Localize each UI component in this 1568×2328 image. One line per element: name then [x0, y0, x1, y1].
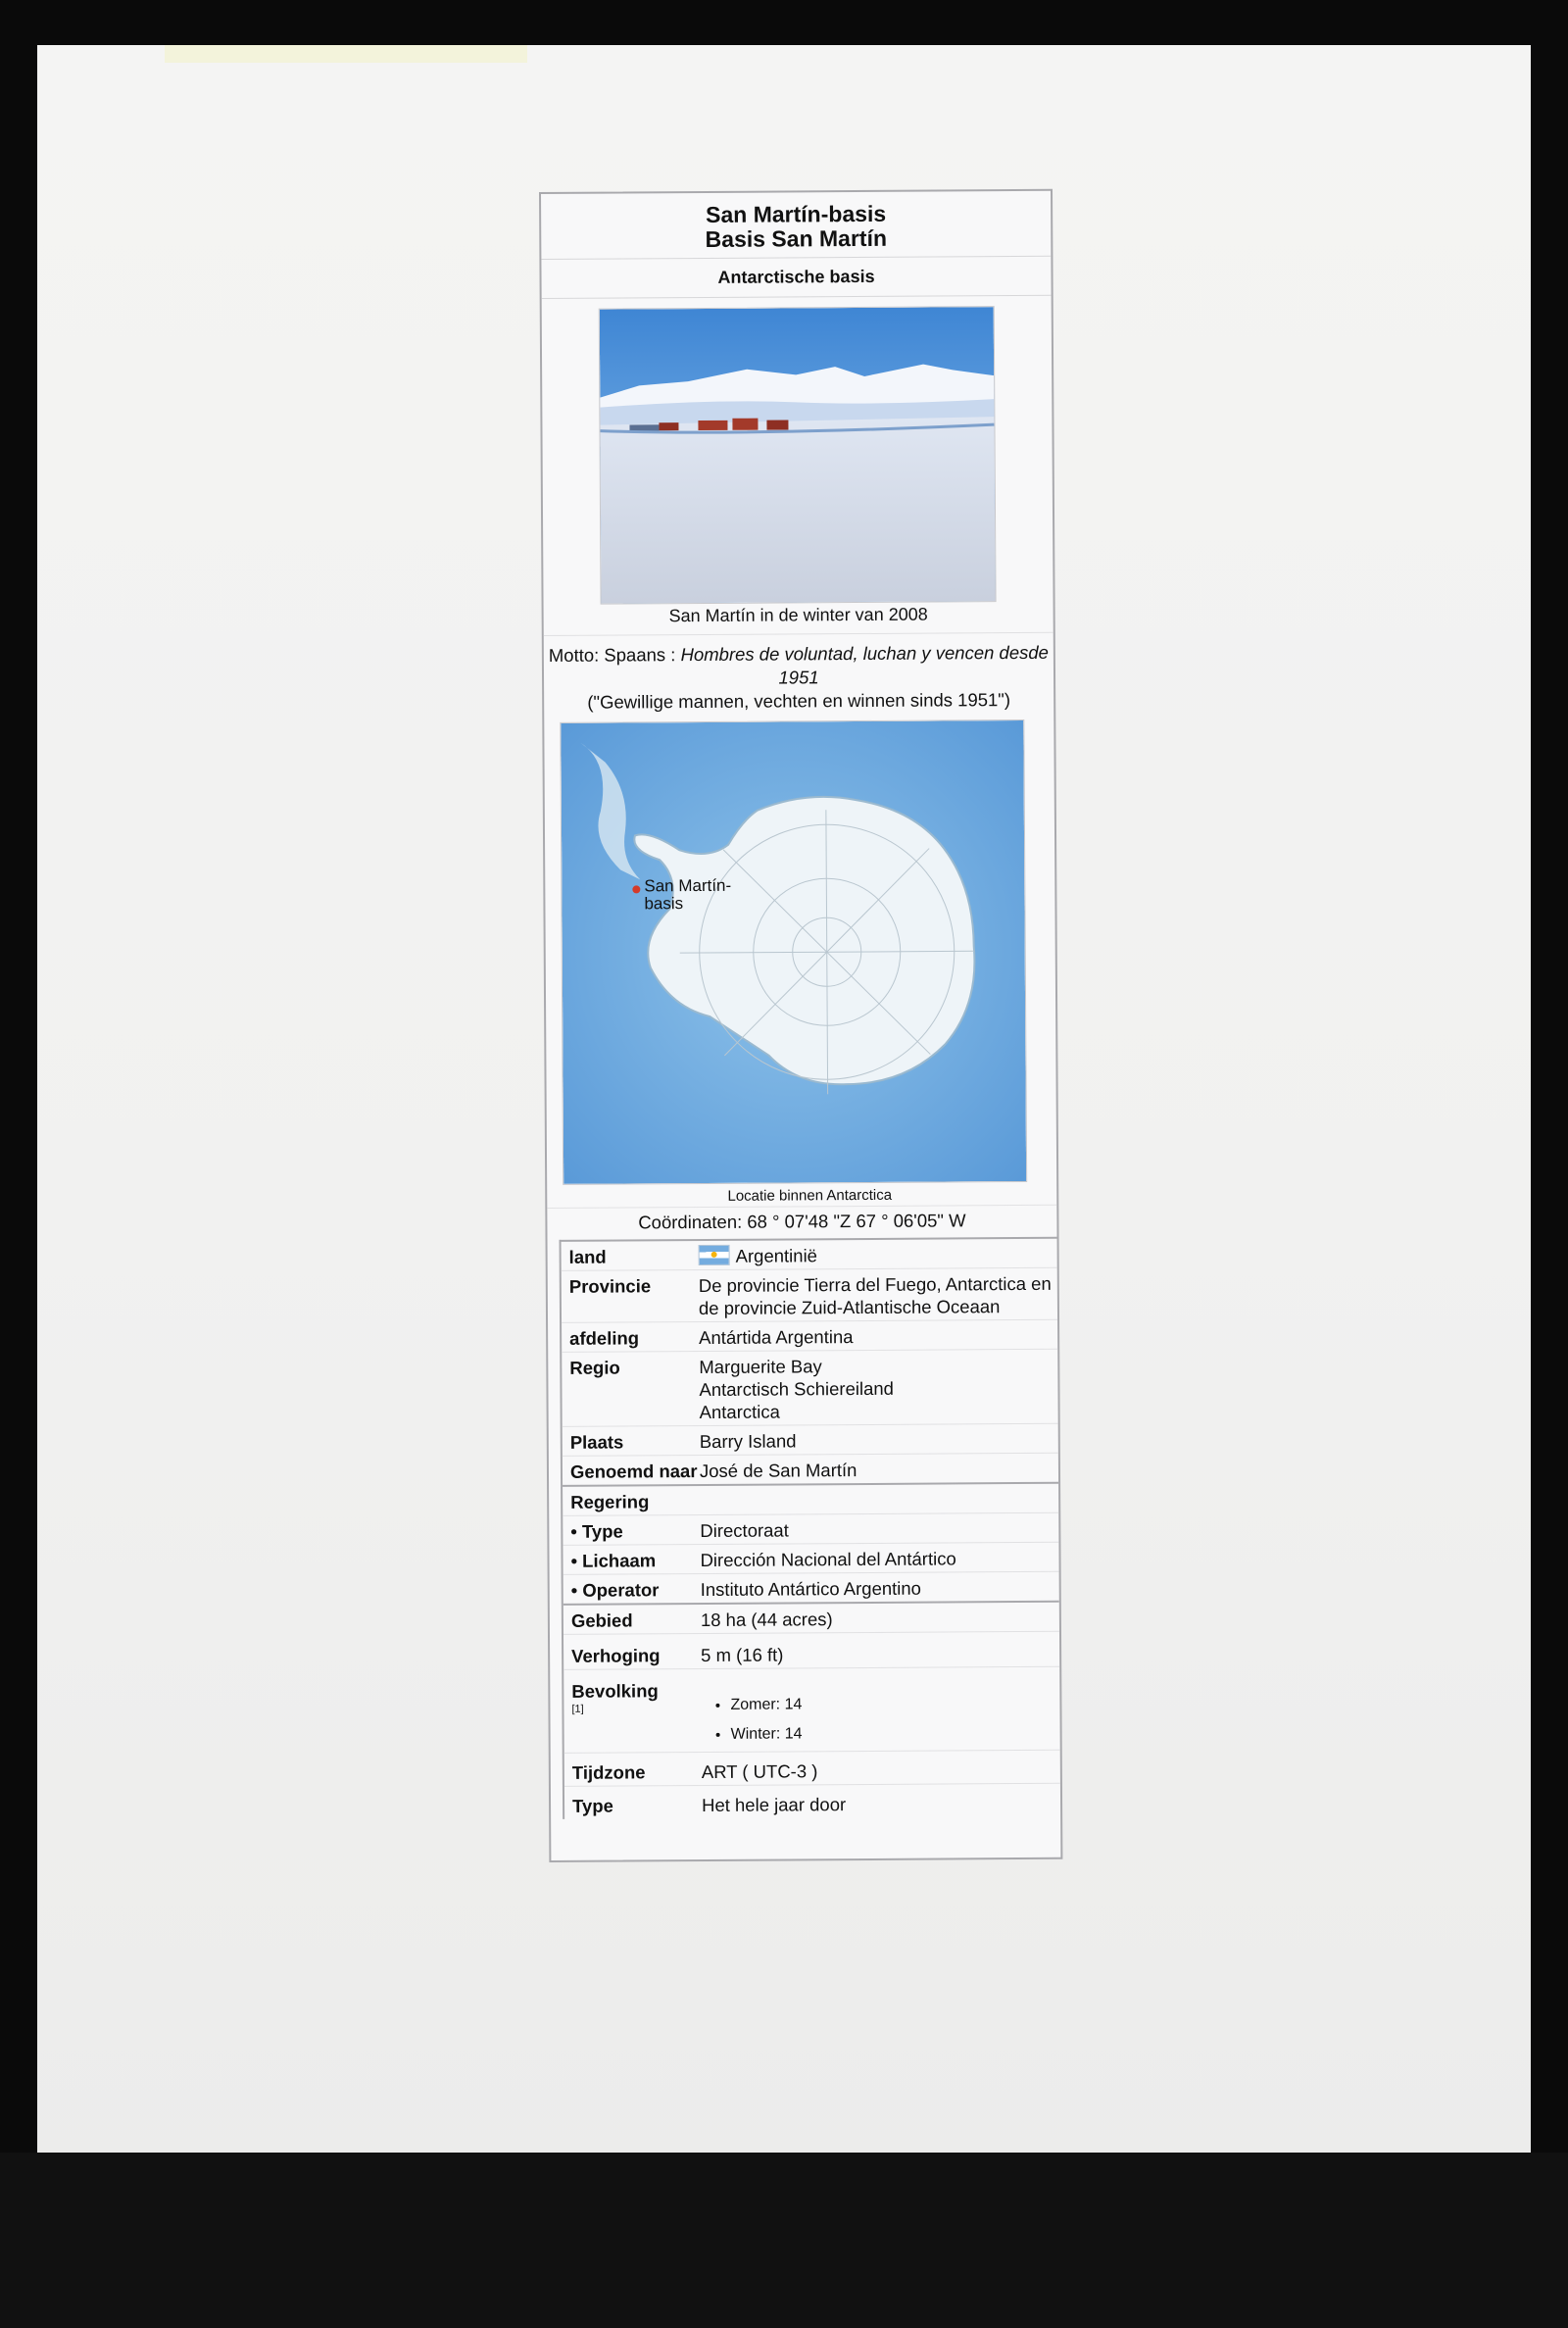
row-verhoging	[564, 1631, 1059, 1669]
value-regio-line3[interactable]: Antarctica	[699, 1401, 780, 1423]
value-type: Het hele jaar door	[701, 1794, 847, 1816]
row-tijdzone	[564, 1750, 1060, 1786]
value-genoemd[interactable]: José de San Martín	[699, 1460, 858, 1482]
value-type-gov: Directoraat	[700, 1519, 789, 1542]
title-line-2: Basis San Martín	[705, 224, 888, 252]
value-plaats[interactable]: Barry Island	[699, 1430, 797, 1453]
row-regering	[563, 1482, 1058, 1515]
label-bevolking	[564, 1679, 701, 1751]
row-bevolking	[564, 1666, 1060, 1753]
value-verhoging: 5 m (16 ft)	[701, 1644, 784, 1666]
label-provincie: Provincie	[568, 1275, 652, 1297]
label-verhoging: Verhoging	[571, 1645, 661, 1666]
value-regio	[699, 1354, 1057, 1423]
value-lichaam[interactable]: Dirección Nacional del Antártico	[700, 1548, 956, 1571]
label-genoemd: Genoemd naar	[569, 1461, 698, 1482]
row-type	[564, 1783, 1060, 1819]
row-gebied	[564, 1601, 1059, 1634]
row-operator	[564, 1571, 1059, 1604]
value-regio-line1[interactable]: Marguerite Bay	[699, 1356, 822, 1378]
row-provincie	[562, 1267, 1057, 1322]
antarctica-map[interactable]	[560, 719, 1027, 1185]
motto-prefix: Motto: Spaans :	[548, 644, 676, 666]
row-type-gov	[563, 1512, 1058, 1545]
value-afdeling[interactable]: Antártida Argentina	[699, 1326, 854, 1349]
label-lichaam: • Lichaam	[570, 1550, 657, 1571]
row-afdeling	[562, 1319, 1057, 1352]
label-type-gov: • Type	[570, 1520, 623, 1542]
label-land: land	[568, 1246, 607, 1267]
value-land[interactable]	[699, 1243, 1057, 1267]
value-bevolking	[701, 1677, 1059, 1750]
label-afdeling: afdeling	[569, 1327, 640, 1349]
infobox-title	[541, 191, 1051, 260]
label-plaats: Plaats	[569, 1431, 624, 1453]
label-gebied: Gebied	[570, 1610, 633, 1631]
label-regio: Regio	[569, 1357, 620, 1378]
infobox-subtitle: Antarctische basis	[541, 257, 1051, 299]
background-surface	[0, 2153, 1568, 2328]
station-photo	[599, 306, 997, 604]
row-genoemd	[563, 1453, 1058, 1485]
photo-section	[542, 296, 1054, 636]
map-section	[544, 719, 1056, 1208]
label-operator: • Operator	[570, 1579, 660, 1601]
population-list	[701, 1689, 1054, 1750]
population-summer: • Zomer: 14	[730, 1689, 1054, 1720]
reference-link[interactable]: [1]	[571, 1703, 584, 1715]
value-tijdzone[interactable]: ART ( UTC-3 )	[701, 1760, 818, 1783]
station-marker	[632, 885, 640, 893]
row-lichaam	[563, 1542, 1058, 1574]
label-bevolking-text: Bevolking	[571, 1680, 659, 1702]
info-table	[560, 1237, 1061, 1819]
row-land	[562, 1239, 1057, 1270]
value-regio-line2[interactable]: Antarctisch Schiereiland	[699, 1377, 894, 1401]
label-regering: Regering	[570, 1491, 650, 1512]
population-winter: • Winter: 14	[731, 1718, 1054, 1750]
coordinates: Coördinaten: 68 ° 07'48 "Z 67 ° 06'05" W	[547, 1205, 1056, 1240]
row-regio	[562, 1349, 1057, 1426]
motto-translation: ("Gewillige mannen, vechten en winnen sinds 1951")	[587, 689, 1011, 713]
value-gebied: 18 ha (44 acres)	[700, 1609, 833, 1631]
label-tijdzone: Tijdzone	[571, 1761, 646, 1783]
map-caption: Locatie binnen Antarctica	[727, 1186, 893, 1205]
map-station-label: San Martín-basis	[644, 875, 732, 914]
value-land-text[interactable]: Argentinië	[735, 1245, 818, 1266]
label-type: Type	[571, 1795, 613, 1816]
station-photo-image	[600, 307, 996, 603]
infobox	[539, 189, 1062, 1862]
motto-spanish: Hombres de voluntad, luchan y vencen desde 1951	[680, 641, 1049, 688]
paper-edge-strip	[165, 45, 527, 63]
photo-caption: San Martín in de winter van 2008	[544, 602, 1054, 636]
antarctica-map-image	[561, 720, 1026, 1184]
row-plaats	[563, 1423, 1058, 1456]
argentina-flag-icon	[699, 1245, 730, 1265]
title-line-1: San Martín-basis	[706, 200, 887, 227]
motto	[544, 633, 1054, 722]
value-provincie[interactable]: De provincie Tierra del Fuego, Antarctica en de provincie Zuid-Atlantische Oceaan	[698, 1272, 1052, 1319]
value-operator[interactable]: Instituto Antártico Argentino	[700, 1577, 922, 1601]
